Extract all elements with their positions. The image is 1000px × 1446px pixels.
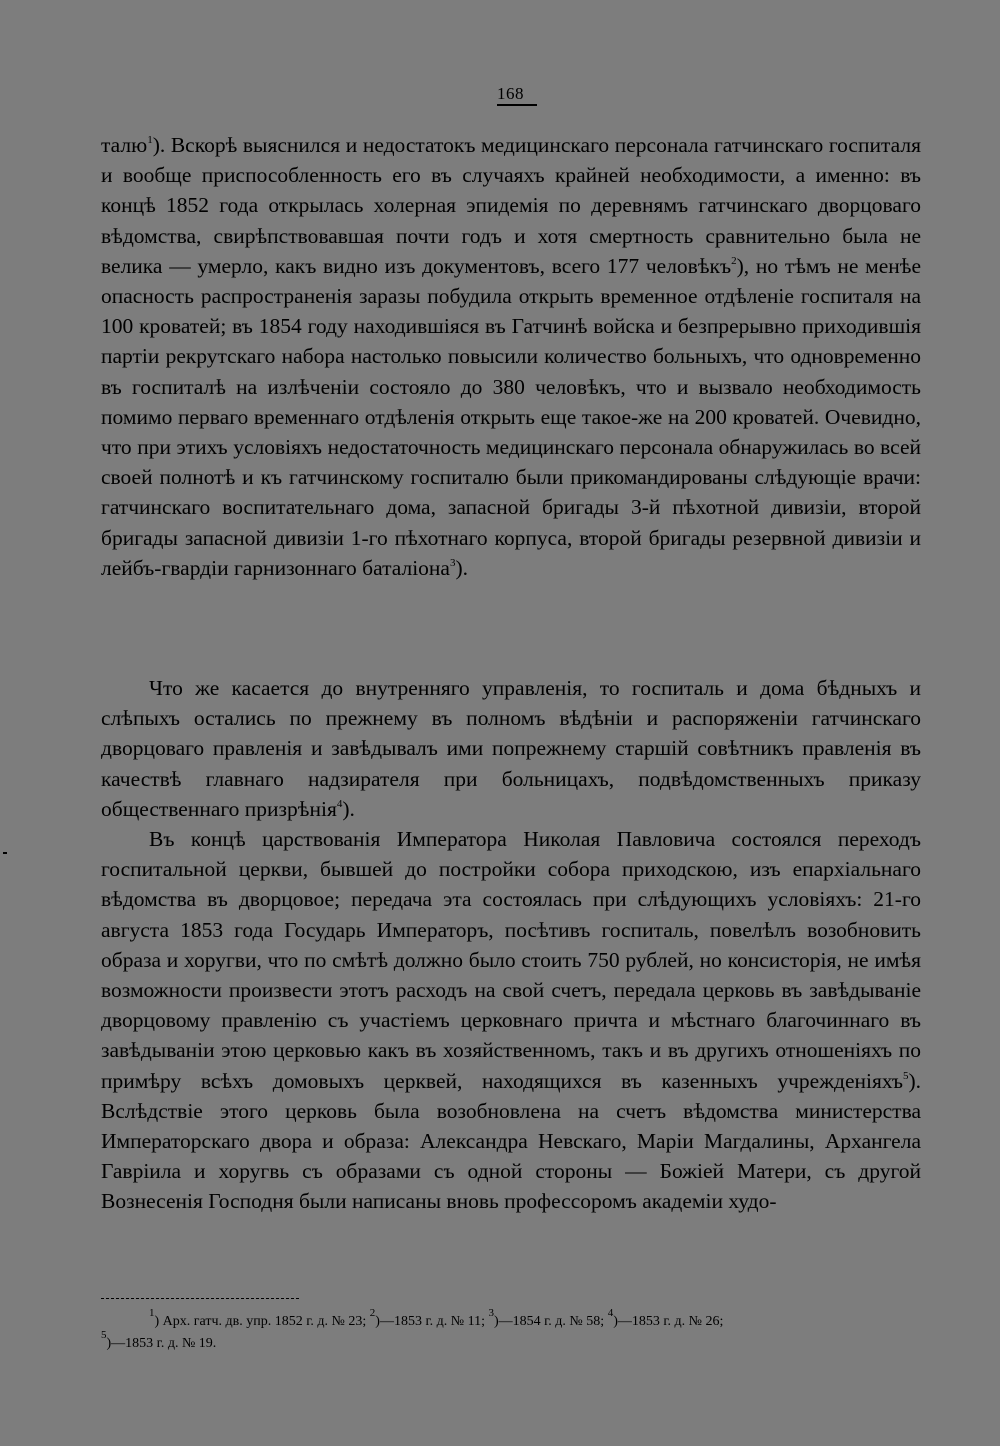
footnote-line [101, 1329, 921, 1355]
footnote-text: )—1853 г. д. № 11; [375, 1314, 489, 1329]
footnote-text: )—1853 г. д. № 19. [106, 1336, 217, 1351]
paragraph-text: талю [101, 133, 148, 157]
footnote-ref: 1 [147, 134, 153, 146]
footnote-number: 2 [369, 1307, 376, 1319]
footnote-line [101, 1307, 921, 1333]
footnote-separator [101, 1298, 299, 1300]
footnote-ref: 2 [731, 254, 737, 267]
footnote-number: 4 [607, 1307, 614, 1319]
paragraph-text: ). [455, 555, 469, 580]
paragraph-text: ), но тѣмъ не менѣе опасность распространенія заразы побудила открыть временное отдѣленіе госпиталя на 100 кроватей; въ 1854 году находившіяся въ Гатчинѣ войска и безпрерывно приходившія партіи рекрутскаго набора настолько повысили количество больныхъ, что одновременно въ госпиталѣ на излѣченіи состояло до 380 человѣкъ, что и вызвало необходимость помимо перваго временнаго отдѣленія открыть еще такое-же на 200 кроватей. Очевидно, что при этихъ условіяхъ недостаточность медицинскаго персонала обнаружилась во всей своей полнотѣ и къ гатчинскому госпиталю были прикомандированы слѣдующіе врачи: гатчинскаго воспитательнаго дома, запасной бригады 3-й пѣхотной дивизіи, второй бригады запасной дивизіи 1-го пѣхотнаго корпуса, второй бригады резервной дивизіи и лейбъ-гвардіи гарнизоннаго баталіона [101, 253, 921, 580]
margin-mark [3, 852, 7, 854]
footnote-number: 5 [101, 1329, 107, 1341]
paragraph-2 [101, 673, 921, 824]
footnote-ref: 3 [449, 556, 456, 569]
paragraph-text: Что же касается до внутренняго управленія, то госпиталь и дома бѣдныхъ и слѣпыхъ остались по прежнему въ полномъ вѣдѣніи и распоряженіи гатчинскаго дворцоваго правленія и завѣдывалъ ими попрежнему старшій совѣтникъ правленія въ качествѣ главнаго надзирателя при больницахъ, подвѣдомственныхъ приказу общественнаго призрѣнія [101, 676, 921, 821]
paragraph-text: Въ концѣ царствованія Императора Николая Павловича состоялся переходъ госпитальной церкви, бывшей до постройки собора приходскою, изъ епархіальнаго вѣдомства въ дворцовое; передача эта состоялась при слѣдующихъ условіяхъ: 21-го августа 1853 года Государь Императоръ, посѣтивъ госпиталь, повелѣлъ возобновить образа и хоругви, что по смѣтѣ должно было стоить 750 рублей, но консисторія, не имѣя возможности произвести этотъ расходъ на свой счетъ, передала церковь въ завѣдываніе дворцовому правленію съ участіемъ церковнаго причта и мѣстнаго благочиннаго въ завѣдываніи этою церковью какъ въ хозяйственномъ, такъ и въ другихъ отношеніяхъ по примѣру всѣхъ домовыхъ церквей, находящихся въ казенныхъ учрежденіяхъ [101, 827, 921, 1093]
footnote-number: 1 [149, 1307, 155, 1319]
paragraph-text: ). Вскорѣ выяснился и недостатокъ медицинскаго персонала гатчинскаго госпиталя и вообще приспособленность его въ случаяхъ крайней необходимости, а именно: въ концѣ 1852 года открылась холерная эпидемія по деревнямъ гатчинскаго дворцоваго вѣдомства, свирѣпствовавшая почти годъ и хотя смертность сравнительно была не велика — умерло, какъ видно изъ документовъ, всего 177 человѣкъ [101, 133, 921, 278]
page-number-underline [497, 104, 537, 106]
footnote-text: )—1853 г. д. № 26; [613, 1314, 724, 1329]
footnote-ref: 5 [902, 1069, 909, 1082]
paragraph-1 [101, 130, 921, 583]
paragraph-text: ). Вслѣдствіе этого церковь была возобновлена на счетъ вѣдомства министерства Императорскаго двора и образа: Александра Невскаго, Маріи Магдалины, Архангела Гавріила и хоругвь съ образами съ одной стороны — Божіей Матери, съ другой Вознесенія Господня были написаны вновь профессоромъ академіи худо- [101, 1068, 921, 1214]
page-number: 168 [497, 84, 524, 103]
footnote-text: )—1854 г. д. № 58; [493, 1314, 608, 1329]
paragraph-3 [101, 824, 921, 1217]
footnote-number: 3 [488, 1307, 494, 1319]
footnote-text: ) Арх. гатч. дв. упр. 1852 г. д. № 23; [154, 1314, 370, 1329]
paragraph-text: ). [342, 796, 355, 821]
footnote-ref: 4 [336, 797, 343, 810]
footnotes [101, 1307, 921, 1355]
